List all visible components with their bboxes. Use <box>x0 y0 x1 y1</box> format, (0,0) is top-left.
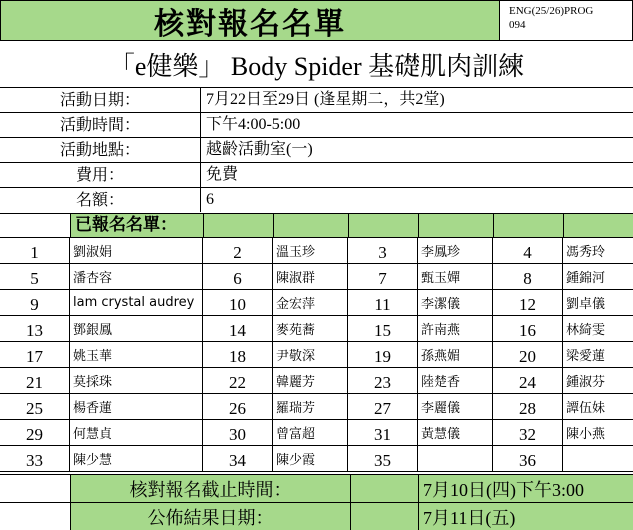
registrant-name: 陳小燕 <box>563 420 633 446</box>
registrant-number: 21 <box>0 368 70 394</box>
registrant-name: 譚伍妹 <box>563 394 633 420</box>
header-fill <box>273 214 348 237</box>
registrant-name: 劉淑娟 <box>70 238 203 264</box>
spacer <box>0 475 70 502</box>
registrant-number: 23 <box>348 368 418 394</box>
info-row-venue <box>0 137 633 162</box>
spacer-cell <box>350 475 418 502</box>
registrant-number: 11 <box>348 290 418 316</box>
registrant-number: 28 <box>493 394 563 420</box>
registrant-name: 尹敬深 <box>273 342 348 368</box>
registrant-number: 2 <box>203 238 273 264</box>
info-value: 7月22日至29日 (逢星期二，共2堂) <box>206 91 445 108</box>
registrant-name: 楊香蓮 <box>70 394 203 420</box>
registrant-name: 潘杏容 <box>70 264 203 290</box>
registrant-number: 35 <box>348 446 418 472</box>
programme-code-line1: ENG(25/26)PROG <box>509 5 594 17</box>
registrant-name: 鄧銀鳳 <box>70 316 203 342</box>
registrant-number: 32 <box>493 420 563 446</box>
registrant-number: 9 <box>0 290 70 316</box>
registrant-name: 陸楚香 <box>418 368 493 394</box>
sheet-title: 核對報名名單 <box>0 0 500 41</box>
registrant-number: 14 <box>203 316 273 342</box>
registrant-name <box>563 446 633 472</box>
info-row-fee <box>0 162 633 187</box>
registrant-name: 麥苑蕎 <box>273 316 348 342</box>
registered-label: 已報名名單： <box>70 214 203 237</box>
registrant-name: lam crystal audrey <box>70 290 203 316</box>
header-fill <box>348 214 418 237</box>
registrant-name: 鍾錦河 <box>563 264 633 290</box>
registrant-name: 馮秀玲 <box>563 238 633 264</box>
registrant-name: 林綺雯 <box>563 316 633 342</box>
registrant-name: 鍾淑芬 <box>563 368 633 394</box>
registrant-name: 韓麗芳 <box>273 368 348 394</box>
registrant-number: 36 <box>493 446 563 472</box>
header-fill <box>493 214 563 237</box>
registrant-name: 何慧貞 <box>70 420 203 446</box>
registrant-grid <box>0 238 633 472</box>
deadline-row <box>0 474 633 502</box>
info-value: 免費 <box>206 166 239 183</box>
registrant-number: 12 <box>493 290 563 316</box>
registrant-number: 31 <box>348 420 418 446</box>
registrant-name: 甄玉嬋 <box>418 264 493 290</box>
registrant-number: 8 <box>493 264 563 290</box>
registrant-number: 10 <box>203 290 273 316</box>
registrant-name: 李麗儀 <box>418 394 493 420</box>
registrant-name: 陳少慧 <box>70 446 203 472</box>
registrant-number: 4 <box>493 238 563 264</box>
spacer <box>0 503 70 530</box>
programme-code <box>500 0 633 41</box>
registrant-number: 5 <box>0 264 70 290</box>
info-value: 越齡活動室(一) <box>206 141 313 158</box>
registrant-number: 7 <box>348 264 418 290</box>
registrant-number: 27 <box>348 394 418 420</box>
result-row <box>0 502 633 530</box>
result-date-value: 7月11日(五) <box>418 503 633 530</box>
info-row-time <box>0 112 633 137</box>
registrant-number: 6 <box>203 264 273 290</box>
registrant-name: 姚玉華 <box>70 342 203 368</box>
registrant-name: 孫燕媚 <box>418 342 493 368</box>
registrant-number: 18 <box>203 342 273 368</box>
registrant-name: 莫採珠 <box>70 368 203 394</box>
registrant-name <box>418 446 493 472</box>
registrant-name: 許南燕 <box>418 316 493 342</box>
registrant-number: 1 <box>0 238 70 264</box>
registrant-number: 15 <box>348 316 418 342</box>
info-value: 6 <box>206 191 214 208</box>
info-row-quota <box>0 187 633 212</box>
result-date-label: 公佈結果日期： <box>70 503 350 530</box>
info-label: 活動地點： <box>0 138 201 162</box>
registrant-number: 19 <box>348 342 418 368</box>
registrant-number: 3 <box>348 238 418 264</box>
deadline-value: 7月10日(四)下午3:00 <box>418 475 633 502</box>
registrant-name: 李鳳珍 <box>418 238 493 264</box>
registrant-number: 29 <box>0 420 70 446</box>
registrant-number: 30 <box>203 420 273 446</box>
registrant-name: 金宏萍 <box>273 290 348 316</box>
info-label: 名額： <box>0 188 201 212</box>
info-label: 費用： <box>0 163 201 187</box>
registrant-number: 34 <box>203 446 273 472</box>
deadline-label: 核對報名截止時間： <box>70 475 350 502</box>
registrant-number: 20 <box>493 342 563 368</box>
header-fill <box>563 214 633 237</box>
registrant-name: 梁愛蓮 <box>563 342 633 368</box>
registrant-name: 曾富超 <box>273 420 348 446</box>
info-label: 活動日期： <box>0 88 201 112</box>
course-title: 「e健樂」 Body Spider 基礎肌肉訓練 <box>108 51 525 81</box>
registrant-name: 李潔儀 <box>418 290 493 316</box>
registrant-number: 26 <box>203 394 273 420</box>
registrant-name: 羅瑞芳 <box>273 394 348 420</box>
registrant-number: 22 <box>203 368 273 394</box>
info-row-date <box>0 87 633 112</box>
info-label: 活動時間： <box>0 113 201 137</box>
registrant-number: 25 <box>0 394 70 420</box>
registrant-name: 劉卓儀 <box>563 290 633 316</box>
registrant-number: 24 <box>493 368 563 394</box>
header-fill <box>418 214 493 237</box>
programme-code-line2: 094 <box>509 19 526 31</box>
registrant-number: 13 <box>0 316 70 342</box>
registrant-name: 陳淑群 <box>273 264 348 290</box>
info-value: 下午4:00-5:00 <box>206 116 301 133</box>
registrant-name: 溫玉珍 <box>273 238 348 264</box>
registrant-number: 16 <box>493 316 563 342</box>
registrant-name: 黃慧儀 <box>418 420 493 446</box>
registrant-name: 陳少霞 <box>273 446 348 472</box>
sheet-header <box>0 0 633 41</box>
spacer-cell <box>350 503 418 530</box>
registered-header <box>0 213 633 238</box>
registrant-number: 33 <box>0 446 70 472</box>
header-fill <box>203 214 273 237</box>
registrant-number: 17 <box>0 342 70 368</box>
